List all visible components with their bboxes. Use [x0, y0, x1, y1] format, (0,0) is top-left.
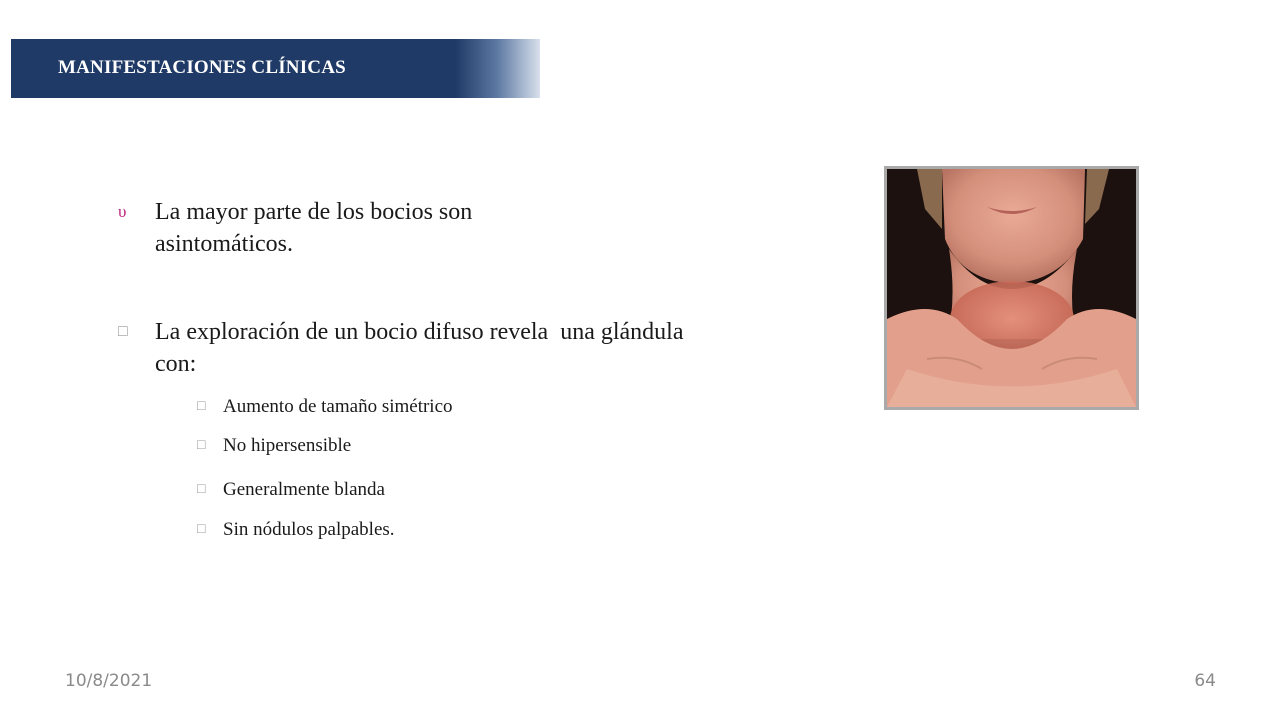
slide-date: 10/8/2021 — [65, 671, 153, 691]
slide-title: MANIFESTACIONES CLÍNICAS — [58, 57, 346, 78]
goiter-neck-photo — [887, 169, 1136, 407]
sub-bullet-box-icon: □ — [197, 438, 206, 453]
sub-item-not-tender — [197, 434, 677, 458]
page-number: 64 — [1194, 671, 1216, 691]
sub-bullet-box-icon: □ — [197, 522, 206, 537]
bullet-exploration — [118, 316, 718, 380]
title-banner — [11, 39, 540, 98]
neck-illustration-icon — [887, 169, 1136, 407]
bullet-box-icon: □ — [118, 323, 128, 340]
sub-bullet-box-icon: □ — [197, 399, 206, 414]
bullet-glyph-icon: υ — [118, 202, 127, 221]
sub-item-text: Aumento de tamaño simétrico — [223, 396, 453, 417]
sub-bullet-box-icon: □ — [197, 482, 206, 497]
sub-item-no-nodules — [197, 518, 677, 542]
bullet-text: La mayor parte de los bocios son asintomáticos. — [155, 199, 473, 257]
sub-item-text: No hipersensible — [223, 435, 352, 456]
sub-item-text: Generalmente blanda — [223, 479, 385, 500]
sub-item-symmetric — [197, 395, 677, 419]
goiter-photo-frame — [884, 166, 1139, 410]
sub-item-text: Sin nódulos palpables. — [223, 519, 395, 540]
bullet-asymptomatic — [118, 196, 718, 260]
sub-item-soft — [197, 478, 677, 502]
bullet-text: La exploración de un bocio difuso revela una glándula con: — [155, 319, 690, 377]
